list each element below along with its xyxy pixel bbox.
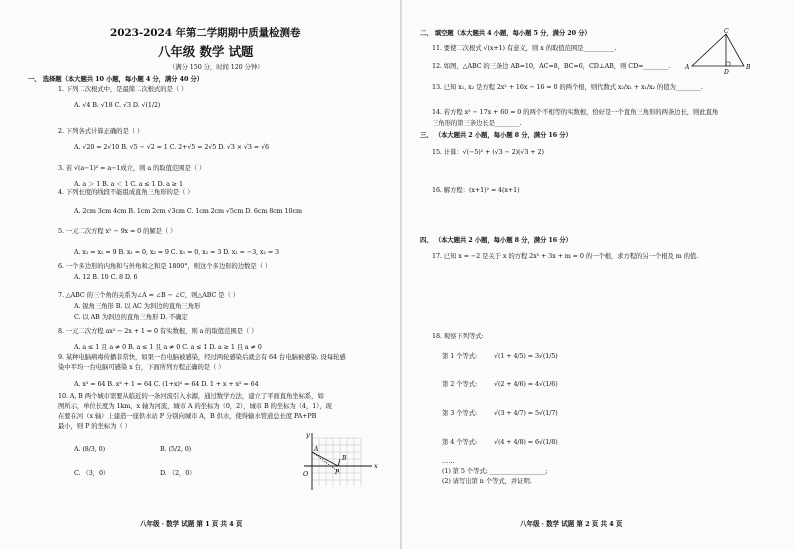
origin-label: O [303,470,309,478]
coordinate-grid-figure [300,430,384,492]
question-7-options-2: C. 以 AB 为斜边的直角三角形 D. 不确定 [74,313,188,321]
question-9-options: A. x² = 64 B. x² + 1 = 64 C. (1+x)² = 64 D. 1 + x + x² = 64 [74,380,259,388]
question-6: 6. 一个多边形的内角和与外角和之和是 1800°，则这个多边形的边数是（ ） [58,262,272,270]
question-10-option-a: A. (8/3, 0) [74,445,105,453]
section-three-header: 三、 （本大题共 2 小题，每小题 8 分，满分 16 分） [420,131,572,139]
question-9-line-1: 9. 某种电脑病毒传播非常快，如果一台电脑被感染，经过两轮感染后就会有 64 台电脑被感染. 设每轮感 [58,353,346,361]
page-1-footer: 八年级 · 数学 试题 第 1 页 共 4 页 [140,520,243,528]
question-5-options: A. x₁ = x₂ = 9 B. x₁ = 0, x₂ = 9 C. x₁ = 0, x₂ = 3 D. x₁ = −3, x₂ = 3 [74,248,279,256]
question-9-line-2: 染中平均一台电脑可感染 x 台，下面所列方程正确的是（ ） [58,363,225,371]
question-10-line-4: 最小，则 P 的坐标为（ ） [58,422,131,430]
equation-3: √(3 + 4/7) = 5√(1/7) [494,409,558,417]
ellipsis: …… [442,457,455,465]
page-2-footer: 八年级 · 数学 试题 第 2 页 共 4 页 [520,520,623,528]
question-15: 15. 计算：√(−5)² + (√3 − 2)(√3 + 2) [432,148,544,156]
equation-1: √(1 + 4/5) = 3√(1/5) [494,352,558,360]
question-6-options: A. 12 B. 10 C. 8 D. 6 [74,273,138,281]
equation-4: √(4 + 4/8) = 6√(1/8) [494,438,558,446]
question-10-line-3: 在要在河（x 轴）上建造一座供水站 P 分别向城市 A，B 供水，使得输水管道总长度 PA+PB [58,412,317,420]
point-a-label: A [314,446,319,453]
equation-3-label: 第 3 个等式: [442,409,478,417]
equation-2: √(2 + 4/6) = 4√(1/6) [494,380,558,388]
question-7: 7. △ABC 的三个角的关系为∠A = ∠B − ∠C，则△ABC 是（ ） [58,291,239,299]
question-10-line-2: 图所示，单位长度为 1km，x 轴为河流，城市 A 的坐标为（0，2），城市 B 的坐标为（4，1），现 [58,402,332,410]
question-8-options: A. a ≤ 1 且 a ≠ 0 B. a ≤ 1 且 a ≠ 0 C. a ≤ 1 D. a ≥ 1 且 a ≠ 0 [74,343,262,351]
question-10-option-b: B. (5/2, 0) [160,445,192,453]
point-p-label: P [335,469,340,476]
question-10-option-d: D. （2，0） [160,469,196,477]
question-14-line-2: 三角形的第三条边长是________. [432,119,522,127]
y-axis-label: y [306,431,310,439]
vertex-a-label: A [685,64,690,71]
equation-1-label: 第 1 个等式: [442,352,478,360]
question-16: 16. 解方程：(x+1)² = 4(x+1) [432,186,520,194]
question-2: 2. 下列各式计算正确的是（ ） [58,127,144,135]
question-4: 4. 下列长度的线段不能组成直角三角形的是（ ） [58,188,194,196]
exam-title: 2023-2024 年第二学期期中质量检测卷 [110,27,301,39]
question-17: 17. 已知 x = −2 是关于 x 的方程 2x² + 3x + m = 0 的一个根，求方程的另一个根及 m 的值. [432,252,699,260]
question-18-part-2: (2) 请写出第 n 个等式，并证明. [442,477,532,485]
question-1: 1. 下列二次根式中，是最简二次根式的是（ ） [58,85,188,93]
question-3-options: A. a ＞ 1 B. a ＜ 1 C. a ≤ 1 D. a ≥ 1 [74,180,183,188]
question-2-options: A. √20 = 2√10 B. √5 − √2 = 1 C. 2+√5 = 2√5 D. √3 × √3 = √6 [74,143,269,151]
question-7-options-1: A. 锐角三角形 B. 以 AC 为斜边的直角三角形 [74,302,201,310]
question-12: 12. 如图，△ABC 的三条边 AB=10，AC=8，BC=6，CD⊥AB，则 CD=________. [432,62,671,70]
triangle-figure [684,28,754,78]
point-d-label: D [724,69,729,76]
question-8: 8. 一元二次方程 ax² − 2x + 1 = 0 有实数根，则 a 的取值范围是（ ） [58,327,258,335]
section-four-header: 四、 （本大题共 2 小题，每小题 8 分，满分 16 分） [420,236,572,244]
question-5: 5. 一元二次方程 x² − 9x = 0 的解是（ ） [58,227,177,235]
vertex-b-label: B [746,64,751,71]
question-3: 3. 若 √(a−1)² = a−1成立，则 a 的取值范围是（ ） [58,164,206,172]
question-14-line-1: 14. 若方程 x² − 17x + 60 = 0 的两个不相等的实数根，恰好是一个直角三角形的两条边长，则此直角 [432,108,719,116]
question-11: 11. 要使二次根式 √(x+1) 有意义，则 x 的取值范围是__________. [432,44,617,52]
point-b-label: B [342,455,347,462]
exam-subtitle: 八年级 数学 试题 [158,44,254,59]
question-10-line-1: 10. A, B 两个城市需要从临近的一条河流引入水源，通过数学方法，建立了平面直角坐标系，如 [58,392,324,400]
x-axis-label: x [374,462,378,470]
question-18: 18. 观察下列等式: [432,332,484,340]
equation-4-label: 第 4 个等式: [442,438,478,446]
question-1-options: A. √4 B. √18 C. √3 D. √(1/2) [74,101,161,109]
question-13: 13. 已知 x₁, x₂ 是方程 2x² + 16x − 16 = 0 的两个根，则代数式 x₂/x₁ + x₁/x₂ 的值为________. [432,83,703,91]
triangle-abc [692,34,744,66]
question-10-option-c: C. （3，0） [74,469,110,477]
vertex-c-label: C [724,28,729,35]
exam-page-2 [402,0,794,549]
section-fill-header: 二、 填空题（本大题共 4 小题，每小题 5 分，满分 20 分） [420,29,591,37]
section-choice-header: 一、 选择题（本大题共 10 小题，每小题 4 分，满分 40 分） [28,75,204,83]
question-18-part-1: (1) 第 5 个等式: __________________; [442,467,548,475]
equation-2-label: 第 2 个等式: [442,380,478,388]
exam-note: （满分 150 分，时间 120 分钟） [169,63,264,71]
question-4-options: A. 2cm 3cm 4cm B. 1cm 2cm √3cm C. 1cm 2cm √5cm D. 6cm 8cm 10cm [74,207,302,215]
